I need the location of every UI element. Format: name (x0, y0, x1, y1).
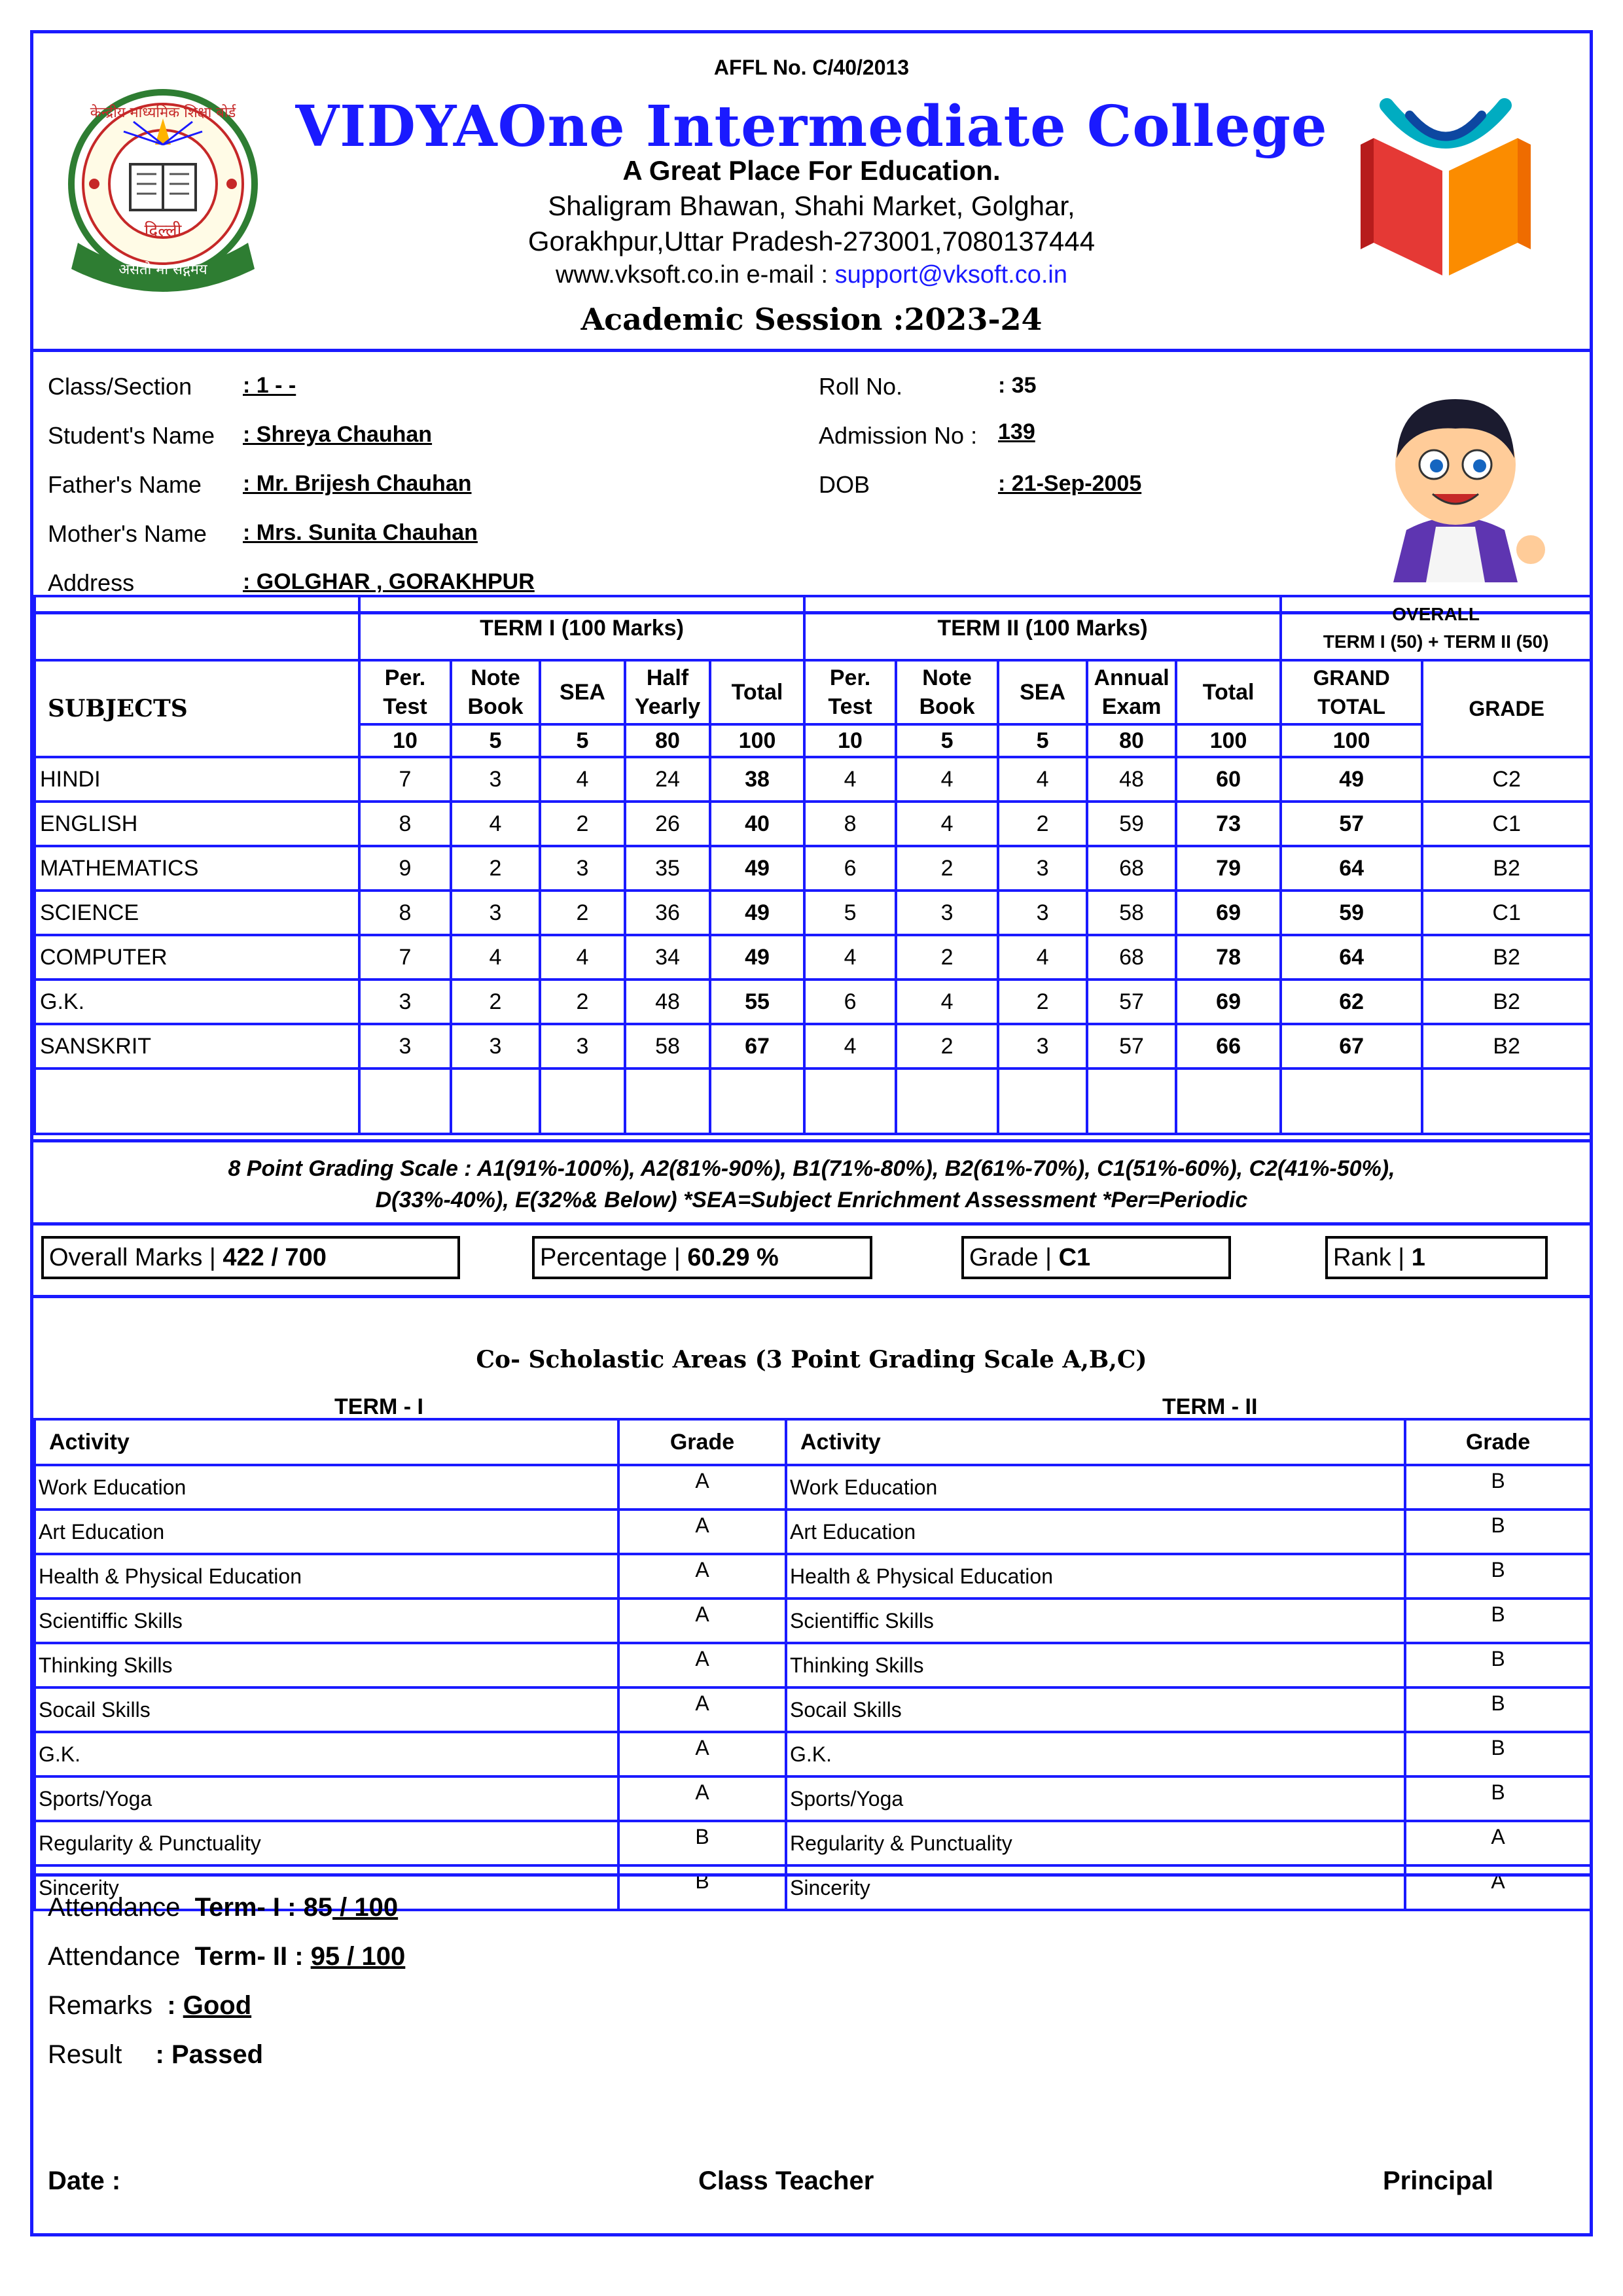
mark-cell: 4 (451, 935, 540, 980)
mark-cell: 2 (896, 935, 998, 980)
activity-grade: B (1405, 1510, 1591, 1554)
activity-name: Health & Physical Education (786, 1554, 1405, 1598)
activity-grade: A (618, 1554, 786, 1598)
mark-cell: 4 (896, 802, 998, 846)
blank-cell (998, 1069, 1087, 1134)
address-line-1: Shaligram Bhawan, Shahi Market, Golghar, (548, 190, 1075, 221)
father-name-label: Father's Name (48, 471, 202, 498)
remarks: Remarks : Good (48, 1991, 252, 2020)
attendance-term2: Attendance Term- II : 95 / 100 (48, 1942, 406, 1971)
table-row (786, 1732, 1591, 1776)
svg-text:केन्द्रीय माध्यमिक शिक्षा बोर्: केन्द्रीय माध्यमिक शिक्षा बोर्ड (90, 105, 236, 121)
blank-cell (1087, 1069, 1176, 1134)
blank-cell (710, 1069, 804, 1134)
mark-cell: 68 (1087, 846, 1176, 891)
address-label: Address (48, 569, 135, 596)
mark-cell: 49 (710, 846, 804, 891)
co-term2-label: TERM - II (1162, 1394, 1258, 1419)
mark-cell: 73 (1176, 802, 1281, 846)
mark-cell: 4 (804, 1024, 896, 1069)
mark-cell: 49 (710, 891, 804, 935)
activity-name: Work Education (35, 1465, 618, 1510)
overall-marks-label: Overall Marks | (49, 1244, 216, 1271)
mark-cell: 3 (540, 846, 625, 891)
activity-name: Socail Skills (786, 1687, 1405, 1732)
result: Result : Passed (48, 2040, 264, 2069)
mark-cell: 49 (1281, 757, 1422, 802)
mark-cell: 67 (1281, 1024, 1422, 1069)
dob-value: : 21-Sep-2005 (998, 471, 1142, 496)
mark-cell: 60 (1176, 757, 1281, 802)
max-mark-10: 100 (1281, 724, 1422, 757)
term1-header: TERM I (100 Marks) (359, 596, 804, 660)
term2-header: TERM II (100 Marks) (804, 596, 1281, 660)
column-header-9: Total (1176, 660, 1281, 724)
co-term1-body (35, 1419, 786, 1910)
mark-cell: 58 (1087, 891, 1176, 935)
dob-label: DOB (819, 471, 870, 498)
date-label: Date : (48, 2166, 121, 2195)
grade-box (961, 1236, 1231, 1279)
student-info (33, 352, 1590, 614)
column-header-7: SEA (998, 660, 1087, 724)
table-row (786, 1510, 1591, 1554)
mark-cell: 59 (1087, 802, 1176, 846)
max-mark-7: 5 (998, 724, 1087, 757)
mark-cell: 69 (1176, 891, 1281, 935)
max-mark-3: 80 (625, 724, 710, 757)
blank-header-cell (35, 596, 359, 660)
mark-cell: 2 (998, 802, 1087, 846)
mark-cell: 3 (998, 846, 1087, 891)
activity-grade: A (618, 1465, 786, 1510)
activity-grade: B (1405, 1776, 1591, 1821)
blank-cell (896, 1069, 998, 1134)
roll-label: Roll No. (819, 373, 903, 400)
grade-header: Grade (618, 1419, 786, 1465)
subjects-header: SUBJECTS (35, 660, 359, 757)
table-row (35, 1465, 786, 1510)
mark-cell: 4 (896, 757, 998, 802)
table-row (786, 1465, 1591, 1510)
mark-cell: 2 (451, 846, 540, 891)
activity-grade: A (618, 1510, 786, 1554)
mark-cell: 4 (804, 757, 896, 802)
rank-label: Rank | (1333, 1244, 1405, 1271)
grading-scale-note (33, 1139, 1590, 1226)
activity-grade: B (618, 1821, 786, 1865)
mark-cell: 2 (540, 980, 625, 1024)
mark-cell: 3 (998, 1024, 1087, 1069)
overall-header: OVERALL TERM I (50) + TERM II (50) (1281, 596, 1591, 660)
activity-grade: B (1405, 1643, 1591, 1687)
mark-cell: 57 (1087, 980, 1176, 1024)
co-scholastic-title: Co- Scholastic Areas (3 Point Grading Scale A,B,C) (476, 1346, 1147, 1373)
co-term2-body (786, 1419, 1591, 1910)
term-header-row (35, 596, 1591, 660)
attendance-term1: Attendance Term- I : 85 / 100 (48, 1893, 399, 1922)
activity-name: G.K. (35, 1732, 618, 1776)
column-header-0: Per. Test (359, 660, 451, 724)
grade-label: Grade | (969, 1244, 1052, 1271)
mark-cell: 59 (1281, 891, 1422, 935)
mark-cell: 4 (540, 935, 625, 980)
table-row (35, 757, 1591, 802)
mark-cell: 4 (998, 935, 1087, 980)
activity-grade: A (618, 1732, 786, 1776)
subject-grade: C1 (1422, 802, 1591, 846)
subject-name: G.K. (35, 980, 359, 1024)
activity-name: Thinking Skills (35, 1643, 618, 1687)
overall-marks-box (41, 1236, 460, 1279)
max-mark-5: 10 (804, 724, 896, 757)
mark-cell: 36 (625, 891, 710, 935)
activity-grade: A (618, 1776, 786, 1821)
percentage-value: 60.29 % (687, 1244, 779, 1271)
mark-cell: 5 (804, 891, 896, 935)
table-row (786, 1865, 1591, 1910)
mark-cell: 69 (1176, 980, 1281, 1024)
activity-name: Health & Physical Education (35, 1554, 618, 1598)
max-mark-9: 100 (1176, 724, 1281, 757)
subject-name: ENGLISH (35, 802, 359, 846)
activity-name: Art Education (786, 1510, 1405, 1554)
column-header-10: GRAND TOTAL (1281, 660, 1422, 724)
principal-label: Principal (1383, 2166, 1493, 2195)
svg-text:दिल्ली: दिल्ली (144, 221, 182, 241)
column-header-3: Half Yearly (625, 660, 710, 724)
mark-cell: 9 (359, 846, 451, 891)
mark-cell: 34 (625, 935, 710, 980)
activity-name: Sincerity (786, 1865, 1405, 1910)
table-row (35, 1732, 786, 1776)
subject-name: SCIENCE (35, 891, 359, 935)
table-row (35, 1598, 786, 1643)
max-mark-6: 5 (896, 724, 998, 757)
mark-cell: 64 (1281, 846, 1422, 891)
admission-value: 139 (998, 419, 1035, 444)
address-line-2: Gorakhpur,Uttar Pradesh-273001,7080137444 (527, 226, 1096, 256)
admission-label: Admission No : (819, 422, 978, 449)
blank-cell (359, 1069, 451, 1134)
activity-grade: B (1405, 1465, 1591, 1510)
mark-cell: 4 (896, 980, 998, 1024)
mark-cell: 3 (540, 1024, 625, 1069)
college-tagline: A Great Place For Education. (622, 155, 1001, 186)
activity-grade: B (618, 1865, 786, 1910)
mark-cell: 2 (540, 802, 625, 846)
subject-grade: B2 (1422, 980, 1591, 1024)
column-header-2: SEA (540, 660, 625, 724)
column-header-6: Note Book (896, 660, 998, 724)
class-teacher-label: Class Teacher (698, 2166, 874, 2195)
max-mark-1: 5 (451, 724, 540, 757)
subject-grade: B2 (1422, 935, 1591, 980)
subject-grade: C1 (1422, 891, 1591, 935)
class-label: Class/Section (48, 373, 192, 400)
mark-cell: 3 (998, 891, 1087, 935)
mark-cell: 40 (710, 802, 804, 846)
activity-header: Activity (35, 1419, 618, 1465)
table-row (35, 1776, 786, 1821)
table-row (786, 1643, 1591, 1687)
mark-cell: 3 (359, 1024, 451, 1069)
table-row (35, 1024, 1591, 1069)
mark-cell: 79 (1176, 846, 1281, 891)
activity-name: Sports/Yoga (786, 1776, 1405, 1821)
mark-cell: 78 (1176, 935, 1281, 980)
mark-cell: 58 (625, 1024, 710, 1069)
mark-cell: 57 (1281, 802, 1422, 846)
grading-scale-line1: 8 Point Grading Scale : A1(91%-100%), A2(81%-90%), B1(71%-80%), B2(61%-70%), C1(51%-60%), C2(41%-50%), (228, 1156, 1395, 1181)
mark-cell: 4 (451, 802, 540, 846)
blank-cell (451, 1069, 540, 1134)
svg-text:असतो मा सद्गमय: असतो मा सद्गमय (118, 262, 207, 278)
co-scholastic-term1-table (33, 1418, 787, 1911)
column-header-row (35, 660, 1591, 724)
college-name: VIDYAOne Intermediate College (295, 94, 1328, 160)
activity-name: Art Education (35, 1510, 618, 1554)
activity-name: Sports/Yoga (35, 1776, 618, 1821)
student-name-value: : Shreya Chauhan (243, 422, 433, 447)
overall-marks-value: 422 / 700 (223, 1244, 327, 1271)
activity-name: G.K. (786, 1732, 1405, 1776)
mark-cell: 4 (998, 757, 1087, 802)
marks-body (35, 757, 1591, 1069)
activity-grade: A (618, 1687, 786, 1732)
mark-cell: 4 (804, 935, 896, 980)
mark-cell: 2 (896, 846, 998, 891)
affiliation-number: AFFL No. C/40/2013 (713, 56, 910, 79)
mark-cell: 55 (710, 980, 804, 1024)
mark-cell: 35 (625, 846, 710, 891)
subject-grade: B2 (1422, 846, 1591, 891)
table-row (786, 1598, 1591, 1643)
activity-name: Socail Skills (35, 1687, 618, 1732)
mark-cell: 62 (1281, 980, 1422, 1024)
mark-cell: 38 (710, 757, 804, 802)
mother-name-label: Mother's Name (48, 520, 207, 547)
mark-cell: 3 (359, 980, 451, 1024)
co-scholastic-term2-table (785, 1418, 1592, 1911)
activity-grade: A (618, 1643, 786, 1687)
column-header-11: GRADE (1422, 660, 1591, 757)
mark-cell: 48 (625, 980, 710, 1024)
subject-name: COMPUTER (35, 935, 359, 980)
activity-grade: B (1405, 1732, 1591, 1776)
table-row (35, 1821, 786, 1865)
blank-row (35, 1069, 1591, 1134)
address-value: : GOLGHAR , GORAKHPUR (243, 569, 535, 594)
blank-cell (804, 1069, 896, 1134)
mark-cell: 67 (710, 1024, 804, 1069)
summary-divider (33, 1295, 1590, 1298)
activity-grade: A (1405, 1865, 1591, 1910)
activity-name: Regularity & Punctuality (35, 1821, 618, 1865)
mark-cell: 26 (625, 802, 710, 846)
mark-cell: 64 (1281, 935, 1422, 980)
blank-cell (35, 1069, 359, 1134)
co-term1-label: TERM - I (334, 1394, 423, 1419)
subject-grade: C2 (1422, 757, 1591, 802)
table-row (35, 1687, 786, 1732)
table-row (35, 980, 1591, 1024)
table-row (35, 891, 1591, 935)
mark-cell: 8 (359, 891, 451, 935)
blank-cell (625, 1069, 710, 1134)
mark-cell: 6 (804, 846, 896, 891)
subject-name: MATHEMATICS (35, 846, 359, 891)
mark-cell: 4 (540, 757, 625, 802)
blank-cell (540, 1069, 625, 1134)
mark-cell: 2 (896, 1024, 998, 1069)
mark-cell: 8 (804, 802, 896, 846)
mark-cell: 2 (451, 980, 540, 1024)
mother-name-value: : Mrs. Sunita Chauhan (243, 520, 478, 545)
activity-header: Activity (786, 1419, 1405, 1465)
max-mark-0: 10 (359, 724, 451, 757)
table-row (35, 1510, 786, 1554)
activity-grade: A (1405, 1821, 1591, 1865)
max-mark-8: 80 (1087, 724, 1176, 757)
rank-box (1325, 1236, 1548, 1279)
mark-cell: 8 (359, 802, 451, 846)
table-row (35, 846, 1591, 891)
table-row (35, 802, 1591, 846)
mark-cell: 49 (710, 935, 804, 980)
marks-table (33, 595, 1592, 1135)
class-value: : 1 - - (243, 373, 296, 398)
table-row (35, 1554, 786, 1598)
roll-value: : 35 (998, 373, 1037, 398)
blank-cell (1281, 1069, 1422, 1134)
activity-name: Work Education (786, 1465, 1405, 1510)
table-row (786, 1554, 1591, 1598)
activity-grade: B (1405, 1554, 1591, 1598)
subject-grade: B2 (1422, 1024, 1591, 1069)
mark-cell: 2 (540, 891, 625, 935)
column-header-4: Total (710, 660, 804, 724)
subject-name: HINDI (35, 757, 359, 802)
rank-value: 1 (1411, 1244, 1425, 1271)
grade-header: Grade (1405, 1419, 1591, 1465)
column-header-1: Note Book (451, 660, 540, 724)
max-mark-4: 100 (710, 724, 804, 757)
mark-cell: 24 (625, 757, 710, 802)
website-link[interactable]: www.vksoft.co.in (556, 261, 740, 289)
report-card (30, 30, 1593, 2236)
table-row (786, 1776, 1591, 1821)
activity-name: Regularity & Punctuality (786, 1821, 1405, 1865)
column-header-8: Annual Exam (1087, 660, 1176, 724)
table-row (786, 1821, 1591, 1865)
co-header-row (786, 1419, 1591, 1465)
table-row (35, 1643, 786, 1687)
percentage-box (532, 1236, 872, 1279)
book-logo (1347, 79, 1544, 282)
mark-cell: 57 (1087, 1024, 1176, 1069)
mark-cell: 3 (451, 1024, 540, 1069)
email-link[interactable]: support@vksoft.co.in (834, 261, 1067, 289)
activity-grade: B (1405, 1598, 1591, 1643)
mark-cell: 7 (359, 935, 451, 980)
max-mark-2: 5 (540, 724, 625, 757)
mark-cell: 6 (804, 980, 896, 1024)
subject-name: SANSKRIT (35, 1024, 359, 1069)
student-photo (1347, 366, 1563, 582)
student-name-label: Student's Name (48, 422, 215, 449)
grade-value: C1 (1058, 1244, 1091, 1271)
activity-name: Thinking Skills (786, 1643, 1405, 1687)
academic-session: Academic Session :2023-24 (580, 302, 1043, 337)
co-header-row (35, 1419, 786, 1465)
blank-cell (1422, 1069, 1591, 1134)
mark-cell: 48 (1087, 757, 1176, 802)
mark-cell: 2 (998, 980, 1087, 1024)
table-row (786, 1687, 1591, 1732)
activity-grade: A (618, 1598, 786, 1643)
report-header (33, 33, 1590, 352)
mark-cell: 7 (359, 757, 451, 802)
co-scholastic-divider (33, 1873, 1590, 1877)
mark-cell: 3 (451, 757, 540, 802)
activity-name: Sincerity (35, 1865, 618, 1910)
grading-scale-line2: D(33%-40%), E(32%& Below) *SEA=Subject Enrichment Assessment *Per=Periodic (375, 1188, 1248, 1212)
father-name-value: : Mr. Brijesh Chauhan (243, 471, 472, 496)
email-label: e-mail : (746, 261, 829, 289)
table-row (35, 935, 1591, 980)
column-header-5: Per. Test (804, 660, 896, 724)
activity-name: Scientiffic Skills (786, 1598, 1405, 1643)
percentage-label: Percentage | (540, 1244, 681, 1271)
activity-grade: B (1405, 1687, 1591, 1732)
mark-cell: 3 (896, 891, 998, 935)
mark-cell: 3 (451, 891, 540, 935)
mark-cell: 66 (1176, 1024, 1281, 1069)
blank-cell (1176, 1069, 1281, 1134)
mark-cell: 68 (1087, 935, 1176, 980)
activity-name: Scientiffic Skills (35, 1598, 618, 1643)
